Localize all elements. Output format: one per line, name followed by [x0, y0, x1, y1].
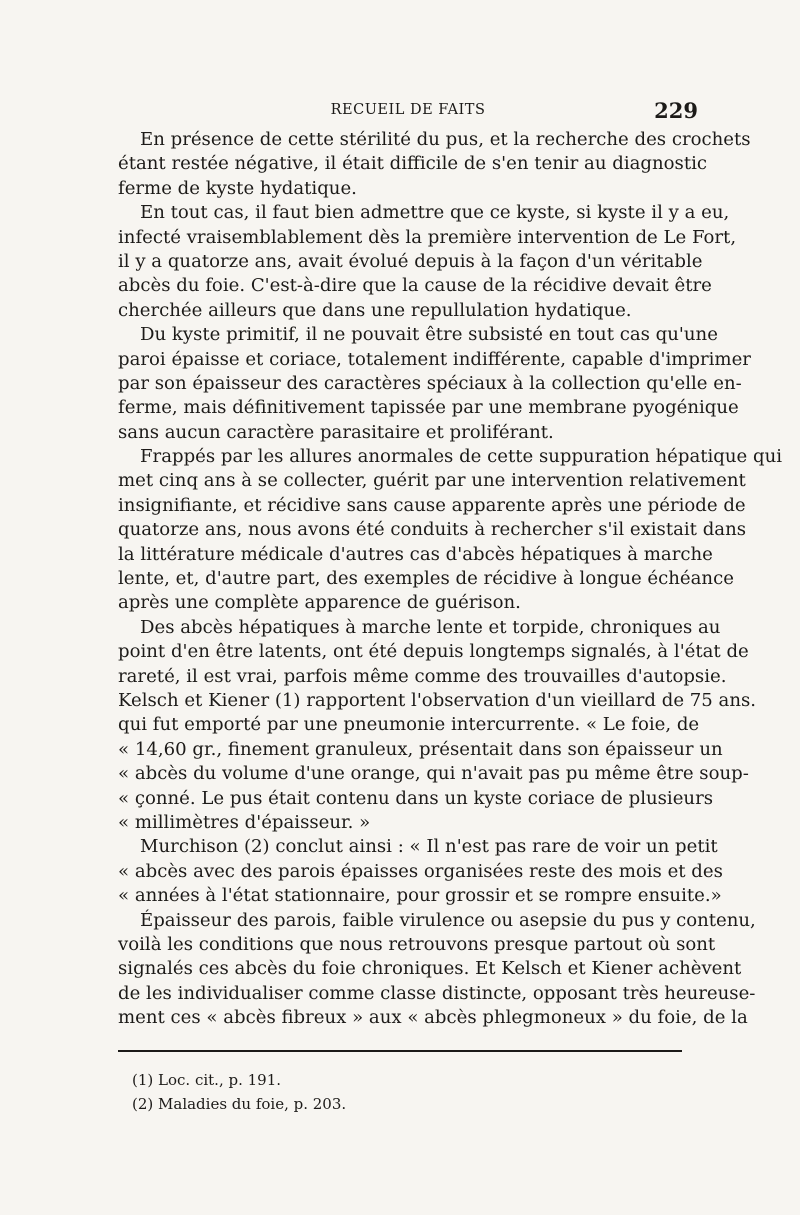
text-line: « années à l'état stationnaire, pour grossir et se rompre ensuite.» — [118, 885, 722, 907]
text-line: Du kyste primitif, il ne pouvait être subsisté en tout cas qu'une — [140, 324, 718, 346]
text-line: « 14,60 gr., finement granuleux, présentait dans son épaisseur un — [118, 738, 723, 760]
text-line: insignifiante, et récidive sans cause apparente après une période de — [118, 494, 746, 516]
text-line: lente, et, d'autre part, des exemples de récidive à longue échéance — [118, 568, 734, 590]
text-line: abcès du foie. C'est-à-dire que la cause de la récidive devait être — [118, 275, 712, 297]
text-line: voilà les conditions que nous retrouvons presque partout où sont — [118, 933, 716, 955]
body-text — [118, 128, 783, 1030]
running-title: RECUEIL DE FAITS — [330, 102, 486, 118]
text-line: il y a quatorze ans, avait évolué depuis à la façon d'un véritable — [118, 250, 703, 272]
text-line: « abcès avec des parois épaisses organisées reste des mois et des — [118, 860, 723, 882]
footnote: (2) Maladies du foie, p. 203. — [132, 1095, 347, 1113]
text-line: de les individualiser comme classe distincte, opposant très heureuse- — [118, 982, 756, 1004]
text-line: « çonné. Le pus était contenu dans un kyste coriace de plusieurs — [118, 787, 713, 809]
footnote: (1) Loc. cit., p. 191. — [132, 1071, 282, 1089]
text-line: Kelsch et Kiener (1) rapportent l'observation d'un vieillard de 75 ans. — [118, 689, 757, 711]
text-line: point d'en être latents, ont été depuis longtemps signalés, à l'état de — [118, 641, 749, 663]
footnote-rule — [118, 1050, 682, 1052]
text-line: Murchison (2) conclut ainsi : « Il n'est pas rare de voir un petit — [140, 836, 718, 858]
text-line: qui fut emporté par une pneumonie intercurrente. « Le foie, de — [118, 714, 700, 736]
running-head — [118, 98, 698, 128]
text-line: « millimètres d'épaisseur. » — [118, 811, 371, 833]
text-line: étant restée négative, il était difficile de s'en tenir au diagnostic — [118, 153, 708, 175]
text-line: infecté vraisemblablement dès la première intervention de Le Fort, — [118, 226, 737, 248]
text-line: signalés ces abcès du foie chroniques. Et Kelsch et Kiener achèvent — [118, 958, 742, 980]
text-line: En tout cas, il faut bien admettre que ce kyste, si kyste il y a eu, — [140, 202, 730, 224]
text-line: Frappés par les allures anormales de cette suppuration hépatique qui — [140, 446, 783, 468]
page-number: 229 — [654, 98, 698, 123]
text-line: met cinq ans à se collecter, guérit par une intervention relativement — [118, 470, 746, 492]
text-line: Des abcès hépatiques à marche lente et torpide, chroniques au — [140, 616, 721, 638]
text-line: la littérature médicale d'autres cas d'abcès hépatiques à marche — [118, 543, 713, 565]
text-line: paroi épaisse et coriace, totalement indifférente, capable d'imprimer — [118, 348, 751, 370]
text-line: ferme de kyste hydatique. — [118, 177, 357, 199]
text-line: ment ces « abcès fibreux » aux « abcès phlegmoneux » du foie, de la — [118, 1007, 748, 1029]
text-line: par son épaisseur des caractères spéciaux à la collection qu'elle en- — [118, 372, 742, 394]
text-line: cherchée ailleurs que dans une repullulation hydatique. — [118, 299, 632, 321]
text-line: ferme, mais définitivement tapissée par une membrane pyogénique — [118, 397, 739, 419]
text-line: « abcès du volume d'une orange, qui n'avait pas pu même être soup- — [118, 763, 749, 785]
text-line: Épaisseur des parois, faible virulence ou asepsie du pus y contenu, — [140, 909, 756, 931]
footnotes — [132, 1068, 346, 1116]
text-line: rareté, il est vrai, parfois même comme des trouvailles d'autopsie. — [118, 665, 727, 687]
text-line: sans aucun caractère parasitaire et proliférant. — [118, 421, 554, 443]
text-line: En présence de cette stérilité du pus, et la recherche des crochets — [140, 129, 751, 150]
text-line: quatorze ans, nous avons été conduits à rechercher s'il existait dans — [118, 519, 747, 541]
text-line: après une complète apparence de guérison. — [118, 592, 521, 614]
